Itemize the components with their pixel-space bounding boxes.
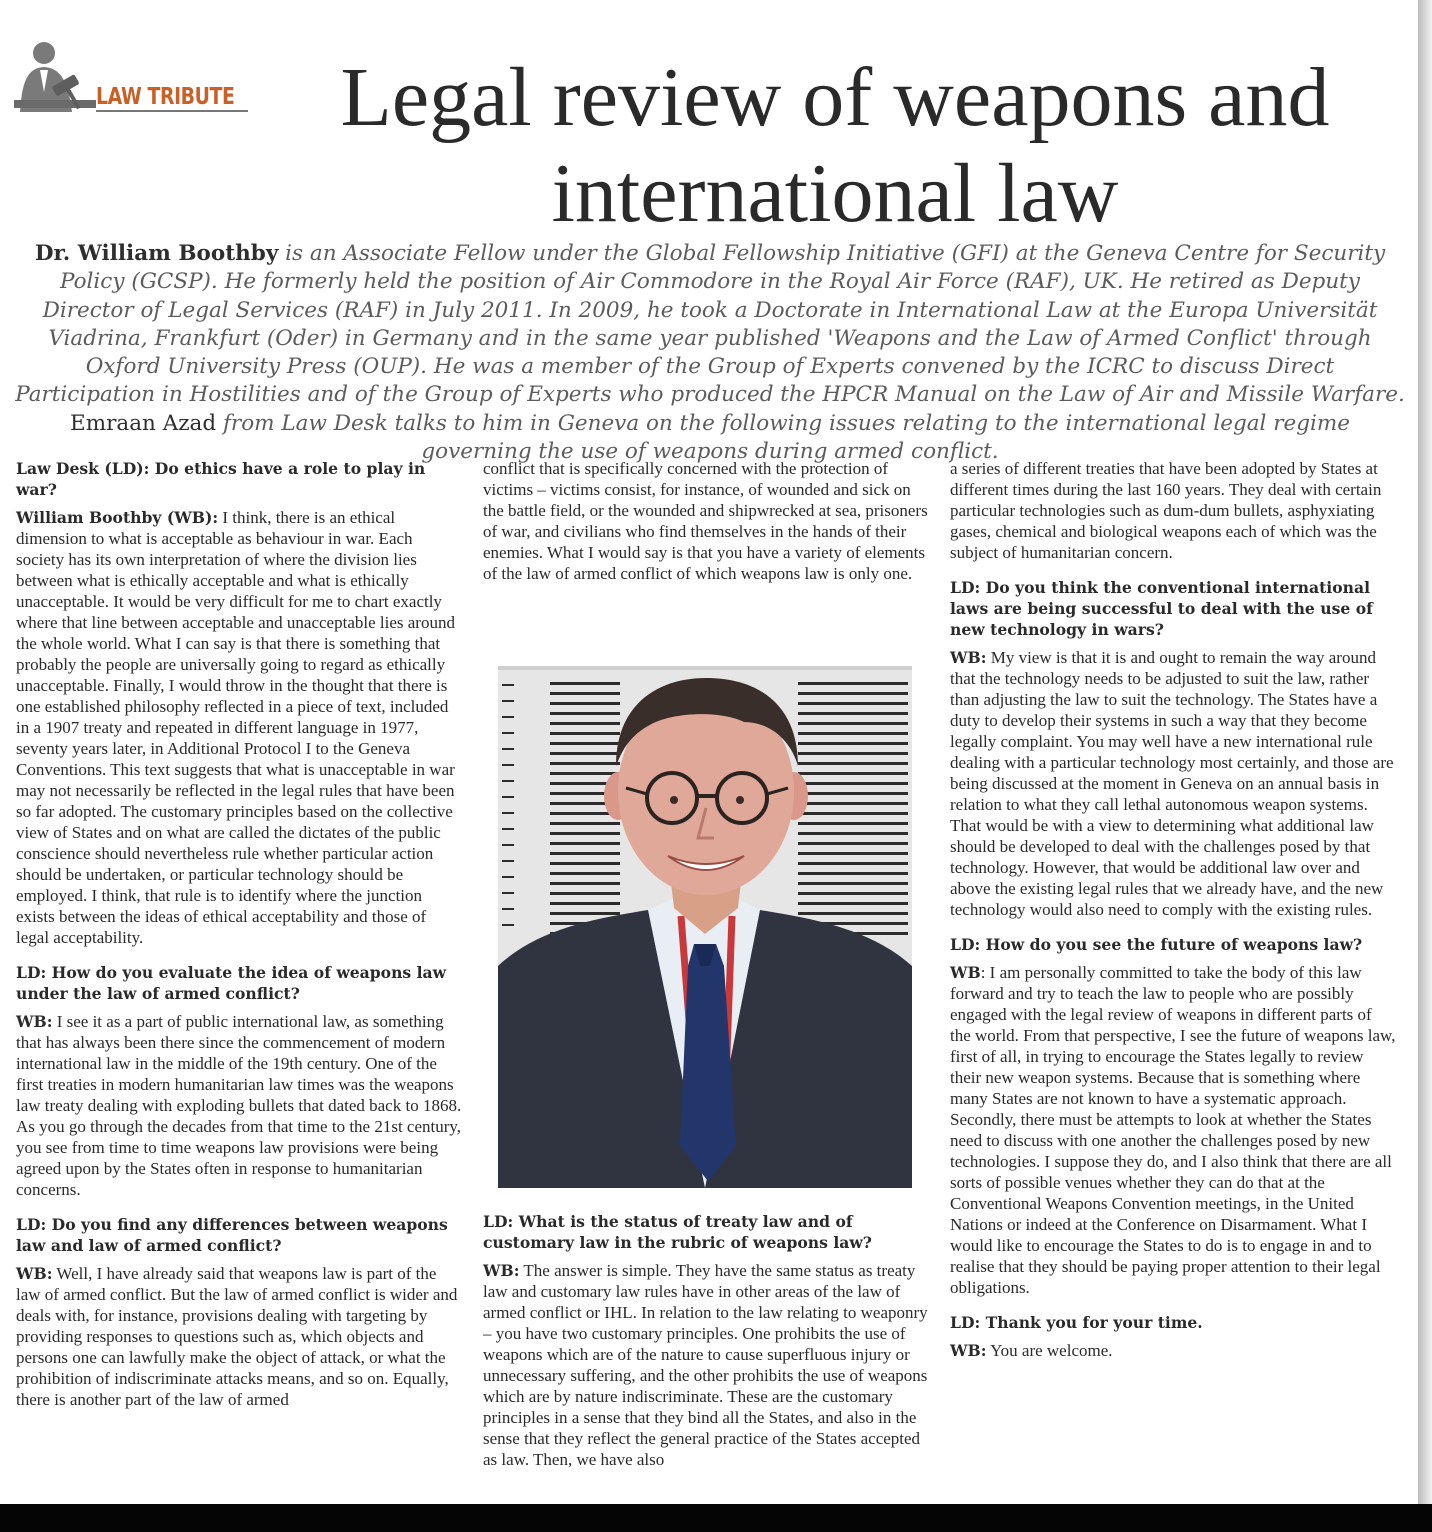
answer-6 — [950, 962, 1396, 1298]
speaker-label: WB — [950, 963, 981, 982]
question-7: LD: Thank you for your time. — [950, 1313, 1203, 1332]
portrait-photo — [498, 666, 912, 1188]
question-3: LD: Do you find any differences between weapons law and law of armed conflict? — [16, 1215, 448, 1255]
answer-text: Well, I have already said that weapons law is part of the law of armed conflict. But the law of armed conflict is wider and deals with, for instance, provisions dealing with targeting by providing responses to questions such as, which objects and persons one can lawfully make the object of attack, or what the prohibition of indiscriminate attacks means, and so on. Equally, there is another part of the law of armed — [16, 1264, 458, 1409]
answer-1 — [16, 507, 462, 948]
answer-2 — [16, 1011, 462, 1200]
column-1 — [16, 458, 462, 1424]
answer-7 — [950, 1340, 1396, 1361]
answer-text: You are welcome. — [986, 1341, 1113, 1360]
speaker-label: William Boothby (WB): — [16, 508, 219, 527]
page-title: Legal review of weapons and international law — [340, 51, 1330, 240]
portrait-illustration — [498, 666, 912, 1188]
judge-gavel-icon — [14, 40, 104, 116]
column-2 — [483, 458, 929, 598]
logo-underline — [96, 110, 248, 112]
question-1: Law Desk (LD): Do ethics have a role to play in war? — [16, 459, 426, 499]
question-6: LD: How do you see the future of weapons law? — [950, 935, 1363, 954]
column-3 — [950, 458, 1396, 1375]
bottom-border — [0, 1504, 1432, 1532]
speaker-label: WB: — [950, 1341, 987, 1360]
answer-3-part-1 — [16, 1263, 462, 1410]
answer-text: The answer is simple. They have the same status as treaty law and customary law rules have in other areas of the law of armed conflict or IHL. In relation to the law relating to weaponry – you have two customary principles. One prohibits the use of weapons which are of the nature to cause superfluous injury or unnecessary suffering, and the other prohibits the use of weapons which are by nature indiscriminate. These are the customary principles in a sense that they bind all the States, and also in the sense that they reflect the general practice of the States accepted as law. Then, we have also — [483, 1261, 928, 1469]
speaker-label: WB: — [483, 1261, 520, 1280]
intro-text-2: from Law Desk talks to him in Geneva on the following issues relating to the international legal regime governing the use of weapons during armed conflict. — [216, 410, 1350, 465]
answer-text: : I am personally committed to take the body of this law forward and try to teach the law to people who are possibly engaged with the legal review of weapons in different parts of the world. From that perspective, I see the future of weapons law, first of all, in trying to encourage the States legally to review their new weapon systems. Because that is something where many States are not known to have a systematic approach. Secondly, there must be attempts to look at whether the States need to discuss with one another the challenges posed by new technologies. I suppose they do, and I also think that there are all sorts of possible venues whether they can do that at the Conventional Weapons Convention meetings, in the United Nations or indeed at the Conference on Disarmament. What I would like to encourage the States to do is to engage in and to realise that they should be paying proper attention to their legal obligations. — [950, 963, 1396, 1297]
author-name: Dr. William Boothby — [34, 241, 279, 266]
answer-4-part-1 — [483, 1260, 929, 1470]
answer-text: My view is that it is and ought to remain the way around that the technology needs to be adjusted to suit the law, rather than adjusting the law to suit the technology. The States have a duty to develop their systems in such a way that they become legally complaint. You may well have a new international rule dealing with a particular technology most certainly, and those are being discussed at the moment in Geneva on an annual basis in relation to what they call lethal autonomous weapon systems. That would be with a view to determining what additional law should be developed to deal with the challenges posed by that technology. However, that would be additional law over and above the existing legal rules that we already have, and the new technology would also need to comply with the existing rules. — [950, 648, 1394, 919]
speaker-label: WB: — [16, 1264, 53, 1283]
intro-paragraph — [14, 240, 1406, 466]
logo-label: LAW TRIBUTE — [96, 84, 235, 110]
column-2-lower — [483, 1211, 929, 1484]
page-edge-shadow — [1418, 0, 1432, 1504]
answer-text: I see it as a part of public international law, as something that has always been there since the commencement of modern international law in the middle of the 19th century. One of the first treaties in modern humanitarian law times was the weapons law treaty dealing with exploding bullets that dated back to 1868. As you go through the decades from that time to the 21st century, you see from time to time weapons law provisions were being agreed upon by the States often in response to humanitarian concerns. — [16, 1012, 462, 1199]
answer-text: I think, there is an ethical dimension to what is acceptable as behaviour in war. Each society has its own interpretation of where the division lies between what is ethically acceptable and what is ethically unacceptable. It would be very difficult for me to chart exactly where that line between acceptable and unacceptable lies around the whole world. What I can say is that there is something that probably the people are universally going to regard as ethically unacceptable. Finally, I would throw in the thought that there is one established philosophy reflected in a piece of text, included in a 1907 treaty and repeated in different language in 1977, seventy years later, in Additional Protocol I to the Geneva Conventions. This text suggests that what is unacceptable in war may not necessarily be reflected in the legal rules that have been so far adopted. The customary principles based on the collective view of States and on what are called the dictates of the public conscience should nevertheless rule whether particular action should be undertaken, or particular technology should be employed. I think, that rule is to identify where the junction exists between the ideas of ethical acceptability and those of legal acceptability. — [16, 508, 455, 947]
question-2: LD: How do you evaluate the idea of weapons law under the law of armed conflict? — [16, 963, 447, 1003]
question-4: LD: What is the status of treaty law and of customary law in the rubric of weapons law? — [483, 1212, 872, 1252]
intro-text-1: is an Associate Fellow under the Global Fellowship Initiative (GFI) at the Geneva Centre for Security Policy (GCSP). He formerly held the position of Air Commodore in the Royal Air Force (RAF), UK. He retired as Deputy Director of Legal Services (RAF) in July 2011. In 2009, he took a Doctorate in International Law at the Europa Universität Viadrina, Frankfurt (Oder) in Germany and in the same year published 'Weapons and the Law of Armed Conflict' through Oxford University Press (OUP). He was a member of the Group of Experts convened by the ICRC to discuss Direct Participation in Hostilities and of the Group of Experts who produced the HPCR Manual on the Law of Air and Missile Warfare. — [15, 241, 1405, 408]
speaker-label: WB: — [950, 648, 987, 667]
answer-3-part-2: conflict that is specifically concerned with the protection of victims – victims consist, for instance, of wounded and sick on the battle field, or the wounded and shipwrecked at sea, prisoners of war, and civilians who find themselves in the hands of their enemies. What I would say is that you have a variety of elements of the law of armed conflict of which weapons law is only one. — [483, 459, 928, 583]
answer-4-part-2: a series of different treaties that have been adopted by States at different times during the last 160 years. They deal with certain particular technologies such as dum-dum bullets, asphyxiating gases, chemical and biological weapons each of which was the subject of humanitarian concern. — [950, 459, 1382, 562]
interviewer-name: Emraan Azad — [70, 410, 217, 436]
question-5: LD: Do you think the conventional international laws are being successful to deal with the use of new technology in wars? — [950, 578, 1373, 639]
answer-5 — [950, 647, 1396, 920]
speaker-label: WB: — [16, 1012, 53, 1031]
